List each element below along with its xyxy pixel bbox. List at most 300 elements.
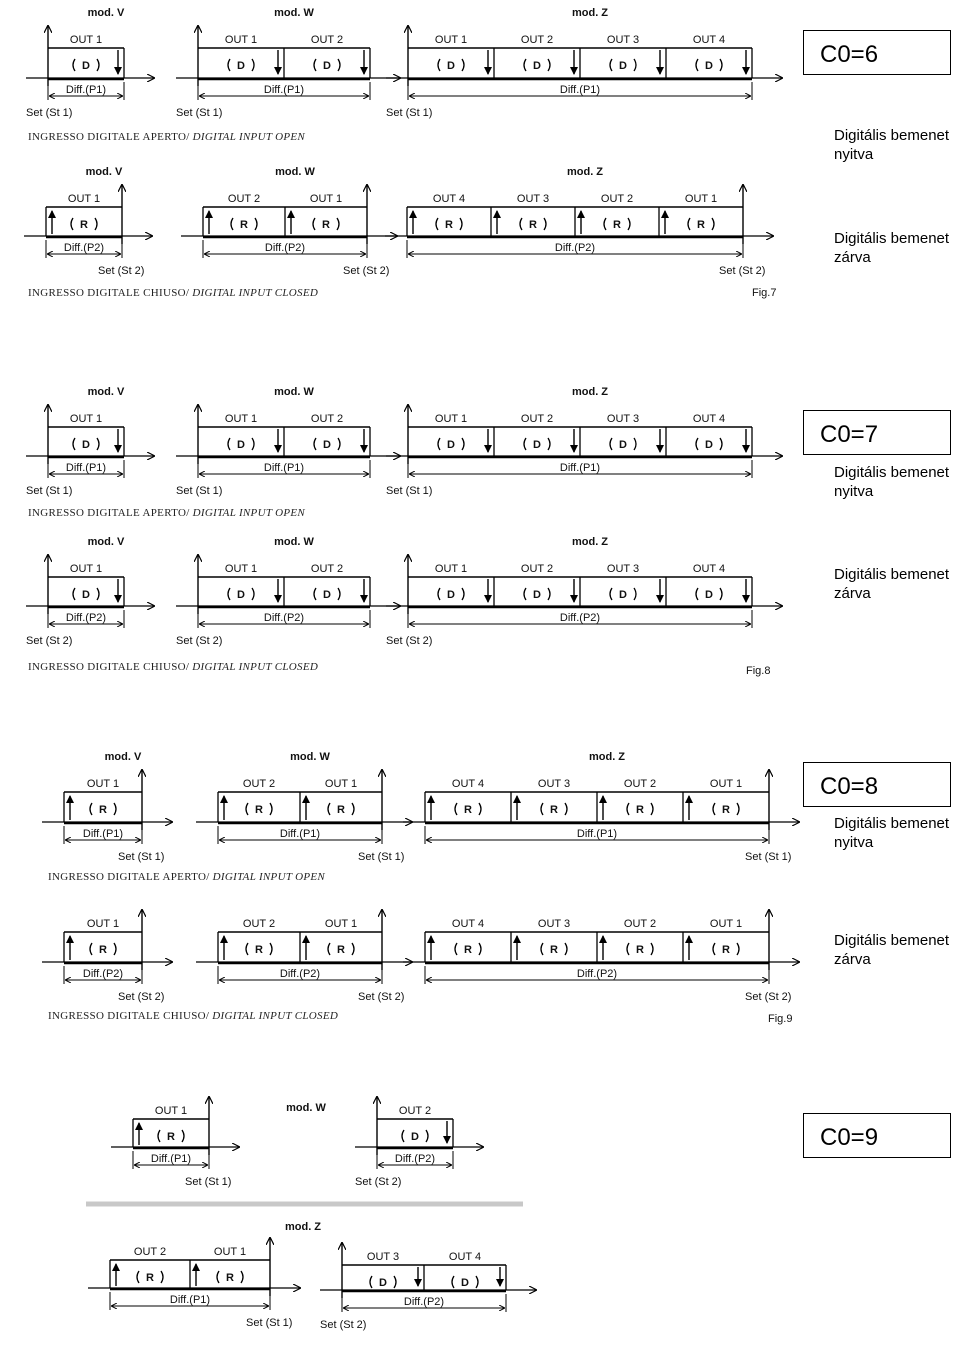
bracket-right (634, 438, 636, 450)
mode-letter: D (619, 589, 627, 601)
bracket-left (524, 59, 526, 71)
control-group (403, 910, 799, 1003)
direct-mode-icon (438, 59, 464, 72)
set-label: Set (St 2) (98, 265, 145, 277)
bracket-left (71, 218, 73, 230)
out-label: OUT 1 (67, 193, 101, 205)
direct-mode-icon (73, 438, 99, 451)
input-caption (48, 1010, 338, 1022)
bracket-left (73, 588, 75, 600)
control-group (24, 166, 152, 277)
set-label: Set (St 1) (745, 851, 792, 863)
mod-label: mod. Z (284, 1221, 322, 1233)
out-label: OUT 1 (86, 778, 120, 790)
bracket-left (610, 438, 612, 450)
reverse-mode-icon (158, 1130, 184, 1143)
out-label: OUT 4 (692, 563, 726, 575)
set-label: Set (St 2) (118, 991, 165, 1003)
set-label: Set (St 2) (320, 1319, 367, 1331)
direct-mode-icon (402, 1130, 428, 1143)
caption-italian: INGRESSO DIGITALE CHIUSO/ (28, 661, 193, 673)
note-closed: Digitális bemenet zárva (834, 566, 950, 602)
set-label: Set (St 2) (355, 1176, 402, 1188)
direct-mode-icon (696, 59, 722, 72)
control-group (176, 386, 400, 497)
bracket-right (337, 218, 339, 230)
bracket-right (634, 59, 636, 71)
out-label: OUT 1 (69, 563, 103, 575)
set-label: Set (St 2) (745, 991, 792, 1003)
bracket-left (438, 588, 440, 600)
mode-letter: R (337, 944, 345, 956)
mode-letter: D (447, 439, 455, 451)
bracket-left (610, 588, 612, 600)
bracket-left (455, 943, 457, 955)
caption-english: DIGITAL INPUT OPEN (212, 871, 326, 883)
bracket-left (402, 1130, 404, 1142)
mode-letter: R (613, 219, 621, 231)
code-box-c07 (803, 410, 951, 455)
bracket-right (720, 438, 722, 450)
bracket-left (217, 1271, 219, 1283)
control-group (386, 386, 782, 497)
bracket-left (524, 438, 526, 450)
bracket-left (604, 218, 606, 230)
mode-letter: D (237, 589, 245, 601)
drawing-layer (24, 7, 799, 1331)
out-label: OUT 2 (310, 563, 344, 575)
set-label: Set (St 1) (176, 485, 223, 497)
input-caption (28, 287, 318, 299)
diff-label: Diff.(P2) (279, 968, 321, 980)
reverse-mode-icon (217, 1271, 243, 1284)
bracket-left (541, 943, 543, 955)
direct-mode-icon (438, 588, 464, 601)
diff-label: Diff.(P2) (63, 242, 105, 254)
set-label: Set (St 2) (386, 635, 433, 647)
bracket-right (252, 588, 254, 600)
direct-mode-icon (314, 438, 340, 451)
out-label: OUT 2 (520, 563, 554, 575)
reverse-mode-icon (436, 218, 462, 231)
reverse-mode-icon (246, 943, 272, 956)
bracket-left (314, 588, 316, 600)
mod-label: mod. V (104, 751, 142, 763)
out-label: OUT 2 (600, 193, 634, 205)
out-label: OUT 3 (537, 778, 571, 790)
bracket-right (462, 588, 464, 600)
reverse-mode-icon (713, 803, 739, 816)
set-label: Set (St 1) (176, 107, 223, 119)
out-label: OUT 3 (537, 918, 571, 930)
control-group (176, 536, 400, 647)
bracket-left (90, 943, 92, 955)
mode-letter: D (237, 439, 245, 451)
bracket-left (137, 1271, 139, 1283)
mode-letter: D (82, 589, 90, 601)
out-label: OUT 1 (213, 1246, 247, 1258)
mod-label: mod. V (87, 7, 125, 19)
reverse-mode-icon (520, 218, 546, 231)
mode-letter: R (167, 1131, 175, 1143)
reverse-mode-icon (713, 943, 739, 956)
mode-letter: D (533, 60, 541, 72)
diff-label: Diff.(P1) (169, 1294, 211, 1306)
bracket-right (97, 588, 99, 600)
mode-letter: D (82, 60, 90, 72)
mod-label: mod. Z (566, 166, 604, 178)
bracket-right (712, 218, 714, 230)
caption-italian: INGRESSO DIGITALE APERTO/ (28, 131, 193, 143)
caption-italian: INGRESSO DIGITALE CHIUSO/ (28, 287, 193, 299)
diff-label: Diff.(P1) (263, 462, 305, 474)
mode-letter: R (146, 1272, 154, 1284)
bracket-right (255, 218, 257, 230)
control-group (386, 536, 782, 647)
bracket-right (737, 943, 739, 955)
caption-italian: INGRESSO DIGITALE APERTO/ (48, 871, 213, 883)
direct-mode-icon (610, 59, 636, 72)
bracket-right (737, 803, 739, 815)
code-box-c06 (803, 30, 951, 75)
set-label: Set (St 1) (26, 485, 73, 497)
set-label: Set (St 2) (719, 265, 766, 277)
diff-label: Diff.(P2) (65, 612, 107, 624)
bracket-right (628, 218, 630, 230)
bracket-right (548, 438, 550, 450)
diff-label: Diff.(P1) (263, 84, 305, 96)
reverse-mode-icon (90, 943, 116, 956)
bracket-left (314, 438, 316, 450)
mod-label: mod. W (275, 166, 315, 178)
bracket-right (270, 943, 272, 955)
control-group (196, 910, 412, 1003)
bracket-left (541, 803, 543, 815)
control-group (42, 751, 172, 863)
out-label: OUT 2 (623, 918, 657, 930)
direct-mode-icon (610, 588, 636, 601)
mod-label: mod. Z (571, 386, 609, 398)
mode-letter: D (447, 589, 455, 601)
mode-letter: D (379, 1277, 387, 1289)
out-label: OUT 3 (606, 413, 640, 425)
diff-label: Diff.(P1) (559, 462, 601, 474)
input-caption (28, 507, 305, 519)
control-group (355, 1097, 483, 1188)
reverse-mode-icon (627, 943, 653, 956)
reverse-mode-icon (246, 803, 272, 816)
reverse-mode-icon (688, 218, 714, 231)
note-closed: Digitális bemenet zárva (834, 230, 950, 266)
bracket-right (548, 59, 550, 71)
caption-italian: INGRESSO DIGITALE CHIUSO/ (48, 1010, 213, 1022)
bracket-right (720, 59, 722, 71)
diff-label: Diff.(P2) (403, 1296, 445, 1308)
caption-english: DIGITAL INPUT OPEN (192, 131, 306, 143)
reverse-mode-icon (455, 943, 481, 956)
bracket-left (713, 943, 715, 955)
figure-label: Fig.8 (746, 665, 771, 677)
diff-label: Diff.(P2) (263, 612, 305, 624)
out-label: OUT 1 (324, 778, 358, 790)
bracket-left (73, 438, 75, 450)
control-group (26, 386, 154, 497)
direct-mode-icon (696, 438, 722, 451)
bracket-left (610, 59, 612, 71)
caption-english: DIGITAL INPUT CLOSED (192, 287, 319, 299)
code-box-c08 (803, 762, 951, 807)
out-label: OUT 2 (310, 34, 344, 46)
out-label: OUT 3 (366, 1251, 400, 1263)
out-label: OUT 1 (224, 563, 258, 575)
input-caption (28, 661, 318, 673)
bracket-left (696, 588, 698, 600)
mode-letter: D (323, 60, 331, 72)
bracket-left (696, 59, 698, 71)
mod-label: mod. W (290, 751, 330, 763)
mode-letter: D (705, 589, 713, 601)
bracket-right (161, 1271, 163, 1283)
control-group (320, 1243, 536, 1331)
mode-letter: R (550, 944, 558, 956)
mode-letter: R (722, 804, 730, 816)
code-text: C0=7 (820, 421, 879, 448)
control-group (181, 166, 397, 277)
bracket-left (436, 218, 438, 230)
direct-mode-icon (228, 438, 254, 451)
mode-letter: R (464, 944, 472, 956)
bracket-left (713, 803, 715, 815)
bracket-right (565, 943, 567, 955)
bracket-right (252, 438, 254, 450)
mode-letter: R (240, 219, 248, 231)
mode-letter: R (322, 219, 330, 231)
code-text: C0=9 (820, 1124, 879, 1151)
diff-label: Diff.(P1) (150, 1153, 192, 1165)
out-label: OUT 1 (154, 1105, 188, 1117)
bracket-right (426, 1130, 428, 1142)
bracket-right (394, 1276, 396, 1288)
diff-label: Diff.(P1) (65, 462, 107, 474)
out-label: OUT 2 (398, 1105, 432, 1117)
out-label: OUT 1 (224, 34, 258, 46)
bracket-right (544, 218, 546, 230)
direct-mode-icon (370, 1276, 396, 1289)
control-group (26, 536, 154, 647)
bracket-right (460, 218, 462, 230)
bracket-right (634, 588, 636, 600)
out-label: OUT 1 (69, 34, 103, 46)
control-group (386, 7, 782, 119)
control-group (42, 910, 172, 1003)
caption-english: DIGITAL INPUT CLOSED (212, 1010, 339, 1022)
bracket-left (370, 1276, 372, 1288)
bracket-left (90, 803, 92, 815)
bracket-left (438, 59, 440, 71)
bracket-left (520, 218, 522, 230)
diff-label: Diff.(P1) (82, 828, 124, 840)
bracket-right (95, 218, 97, 230)
caption-english: DIGITAL INPUT OPEN (192, 507, 306, 519)
bracket-right (338, 438, 340, 450)
mode-letter: R (636, 944, 644, 956)
reverse-mode-icon (328, 803, 354, 816)
figure-label: Fig.7 (752, 287, 777, 299)
mode-letter: R (337, 804, 345, 816)
set-label: Set (St 1) (358, 851, 405, 863)
note-open: Digitális bemenet nyitva (834, 127, 950, 163)
bracket-left (246, 943, 248, 955)
bracket-left (158, 1130, 160, 1142)
out-label: OUT 1 (69, 413, 103, 425)
out-label: OUT 1 (434, 413, 468, 425)
bracket-right (97, 438, 99, 450)
out-label: OUT 1 (709, 778, 743, 790)
diff-label: Diff.(P1) (576, 828, 618, 840)
mode-letter: R (445, 219, 453, 231)
control-group (403, 751, 799, 863)
mod-label: mod. W (274, 386, 314, 398)
mode-letter: D (323, 589, 331, 601)
out-label: OUT 4 (451, 778, 485, 790)
mode-letter: D (705, 60, 713, 72)
out-label: OUT 4 (692, 34, 726, 46)
bracket-left (328, 803, 330, 815)
direct-mode-icon (452, 1276, 478, 1289)
out-label: OUT 1 (309, 193, 343, 205)
reverse-mode-icon (90, 803, 116, 816)
set-label: Set (St 1) (185, 1176, 232, 1188)
set-label: Set (St 1) (386, 485, 433, 497)
out-label: OUT 1 (86, 918, 120, 930)
set-label: Set (St 1) (26, 107, 73, 119)
mod-label: mod. W (274, 7, 314, 19)
set-label: Set (St 1) (118, 851, 165, 863)
caption-english: DIGITAL INPUT CLOSED (192, 661, 319, 673)
note-closed: Digitális bemenet zárva (834, 932, 950, 968)
diff-label: Diff.(P2) (576, 968, 618, 980)
out-label: OUT 4 (432, 193, 466, 205)
set-label: Set (St 1) (386, 107, 433, 119)
bracket-right (565, 803, 567, 815)
mode-letter: R (464, 804, 472, 816)
out-label: OUT 2 (310, 413, 344, 425)
reverse-mode-icon (313, 218, 339, 231)
mode-letter: D (447, 60, 455, 72)
bracket-right (651, 943, 653, 955)
direct-mode-icon (228, 59, 254, 72)
direct-mode-icon (610, 438, 636, 451)
reverse-mode-icon (328, 943, 354, 956)
out-label: OUT 1 (324, 918, 358, 930)
diff-label: Diff.(P2) (264, 242, 306, 254)
bracket-left (627, 943, 629, 955)
out-label: OUT 1 (709, 918, 743, 930)
bracket-right (252, 59, 254, 71)
out-label: OUT 4 (451, 918, 485, 930)
control-group (385, 166, 773, 277)
direct-mode-icon (438, 438, 464, 451)
diff-label: Diff.(P2) (394, 1153, 436, 1165)
out-label: OUT 3 (606, 34, 640, 46)
control-group (88, 1238, 300, 1329)
mode-letter: R (697, 219, 705, 231)
code-text: C0=8 (820, 773, 879, 800)
bracket-right (338, 59, 340, 71)
mod-label: mod. Z (571, 536, 609, 548)
code-box-c09 (803, 1113, 951, 1158)
bracket-left (246, 803, 248, 815)
bracket-right (114, 943, 116, 955)
mod-label: mod. Z (588, 751, 626, 763)
out-label: OUT 1 (684, 193, 718, 205)
reverse-mode-icon (541, 803, 567, 816)
reverse-mode-icon (137, 1271, 163, 1284)
out-label: OUT 1 (434, 563, 468, 575)
set-label: Set (St 2) (343, 265, 390, 277)
out-label: OUT 1 (224, 413, 258, 425)
direct-mode-icon (228, 588, 254, 601)
out-label: OUT 3 (606, 563, 640, 575)
bracket-right (270, 803, 272, 815)
mode-letter: R (722, 944, 730, 956)
bracket-right (651, 803, 653, 815)
mode-letter: R (80, 219, 88, 231)
mod-label: mod. W (286, 1102, 326, 1114)
set-label: Set (St 1) (246, 1317, 293, 1329)
mode-letter: R (255, 804, 263, 816)
direct-mode-icon (314, 588, 340, 601)
mode-letter: D (619, 439, 627, 451)
bracket-left (314, 59, 316, 71)
mode-letter: R (529, 219, 537, 231)
note-open: Digitális bemenet nyitva (834, 815, 950, 851)
bracket-left (313, 218, 315, 230)
mode-letter: D (461, 1277, 469, 1289)
direct-mode-icon (73, 59, 99, 72)
mode-letter: D (323, 439, 331, 451)
diff-label: Diff.(P1) (65, 84, 107, 96)
mode-letter: D (411, 1131, 419, 1143)
bracket-right (479, 803, 481, 815)
bracket-right (114, 803, 116, 815)
caption-italian: INGRESSO DIGITALE APERTO/ (28, 507, 193, 519)
out-label: OUT 2 (133, 1246, 167, 1258)
figure-label: Fig.9 (768, 1013, 793, 1025)
out-label: OUT 2 (242, 778, 276, 790)
reverse-mode-icon (541, 943, 567, 956)
bracket-right (720, 588, 722, 600)
bracket-left (228, 588, 230, 600)
bracket-right (462, 59, 464, 71)
control-group (111, 1097, 239, 1188)
out-label: OUT 4 (692, 413, 726, 425)
input-caption (28, 131, 305, 143)
out-label: OUT 2 (520, 34, 554, 46)
bracket-right (352, 943, 354, 955)
direct-mode-icon (524, 59, 550, 72)
reverse-mode-icon (455, 803, 481, 816)
control-group (196, 751, 412, 863)
mode-letter: D (533, 589, 541, 601)
bracket-right (548, 588, 550, 600)
diff-label: Diff.(P2) (559, 612, 601, 624)
set-label: Set (St 2) (358, 991, 405, 1003)
bracket-left (524, 588, 526, 600)
input-caption (48, 871, 325, 883)
bracket-left (438, 438, 440, 450)
bracket-left (452, 1276, 454, 1288)
